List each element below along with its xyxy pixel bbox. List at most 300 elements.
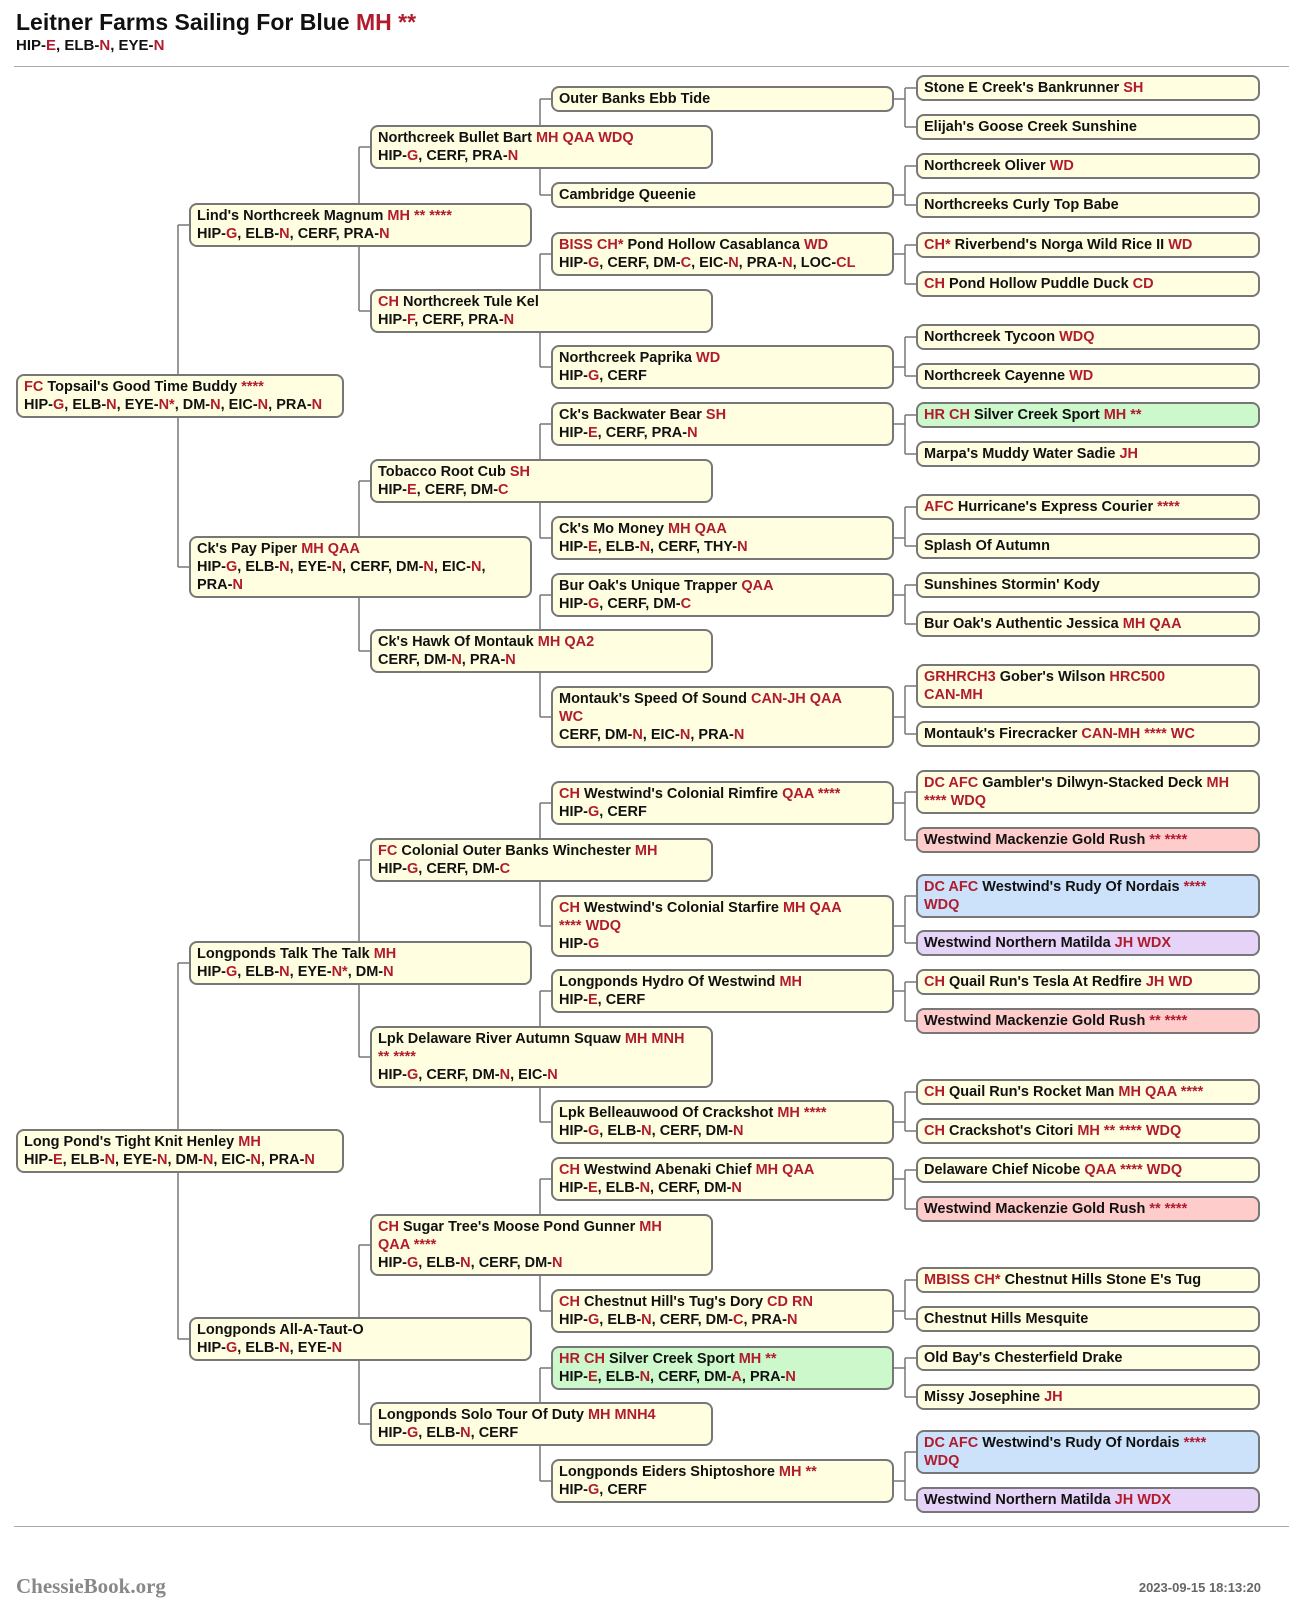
dog-name-line <box>924 831 1252 849</box>
title-text: JH <box>1044 1389 1063 1405</box>
name-text: , CERF, DM- <box>650 1180 732 1196</box>
name-text: , EYE- <box>116 397 159 413</box>
title-text: WC <box>559 709 584 725</box>
dog-card-gen3[interactable] <box>370 289 713 333</box>
dog-card-gen1[interactable] <box>16 1129 344 1173</box>
name-text: Chestnut Hill's Tug's Dory <box>583 1294 768 1310</box>
name-text: Lpk Belleauwood Of Crackshot <box>559 1105 778 1121</box>
title-text: MH QAA **** <box>1118 1084 1204 1100</box>
dog-card-gen5[interactable] <box>916 1008 1260 1034</box>
dog-card-gen5[interactable] <box>916 827 1260 853</box>
dog-detail-line <box>24 1151 336 1169</box>
title-text: N <box>552 1255 563 1271</box>
title-text: CH <box>559 786 584 802</box>
dog-card-gen5[interactable] <box>916 75 1260 101</box>
name-text: HIP- <box>559 1482 588 1498</box>
name-text: Westwind's Colonial Starfire <box>583 900 783 916</box>
name-text: Bur Oak's Unique Trapper <box>559 578 742 594</box>
dog-name-line <box>559 785 886 803</box>
dog-card-gen3[interactable] <box>370 125 713 169</box>
dog-name-line <box>197 945 524 963</box>
name-text: Chestnut Hills Stone E's Tug <box>1004 1272 1202 1288</box>
title-text: QAA **** <box>378 1237 437 1253</box>
dog-card-gen4[interactable] <box>551 516 894 560</box>
dog-name-line <box>559 520 886 538</box>
dog-card-gen5[interactable] <box>916 1487 1260 1513</box>
title-text: MH ** **** <box>387 208 452 224</box>
name-text: Chestnut Hills Mesquite <box>924 1311 1089 1327</box>
name-text: , PRA- <box>690 727 734 743</box>
title-text: CD <box>1132 276 1154 292</box>
dog-detail-line <box>559 726 886 744</box>
title-text: MH QAA <box>782 900 842 916</box>
title-text: N <box>547 1067 558 1083</box>
title-text: N <box>632 727 643 743</box>
name-text: , CERF, PRA- <box>597 425 688 441</box>
title-text: N <box>423 559 434 575</box>
title-text: E <box>53 1152 63 1168</box>
title-text: G <box>407 1067 419 1083</box>
title-text: MH QAA <box>301 541 361 557</box>
dog-name-line <box>924 668 1252 686</box>
dog-detail-line <box>559 1368 886 1386</box>
dog-card-gen4[interactable] <box>551 895 894 957</box>
name-text: Westwind Mackenzie Gold Rush <box>924 1201 1150 1217</box>
name-text: , ELB- <box>237 1340 280 1356</box>
dog-name-line <box>559 1350 886 1368</box>
title-text: N <box>728 255 739 271</box>
name-text: , ELB- <box>597 1369 640 1385</box>
title-text: E <box>588 1180 598 1196</box>
name-text: , ELB- <box>418 1255 461 1271</box>
title-text: WD <box>1168 237 1193 253</box>
title-text: WD <box>1049 158 1074 174</box>
dog-card-gen4[interactable] <box>551 686 894 748</box>
name-text: HIP- <box>197 1340 226 1356</box>
name-text: Ck's Mo Money <box>559 521 668 537</box>
name-text: Westwind Northern Matilda <box>924 1492 1115 1508</box>
dog-card-gen5[interactable] <box>916 1345 1260 1371</box>
dog-detail-line <box>559 367 886 385</box>
name-text: Westwind Abenaki Chief <box>583 1162 756 1178</box>
dog-name-line <box>924 1349 1252 1367</box>
name-text: Old Bay's Chesterfield Drake <box>924 1350 1123 1366</box>
dog-card-gen5[interactable] <box>916 402 1260 428</box>
title-text: CH <box>559 900 584 916</box>
title-text: C <box>680 255 692 271</box>
title-text: CAN-MH **** WC <box>1081 726 1195 742</box>
dog-card-gen2[interactable] <box>189 941 532 985</box>
name-text: , EIC- <box>510 1067 548 1083</box>
title-text: N <box>279 226 290 242</box>
name-text: Northcreek Paprika <box>559 350 697 366</box>
dog-name-line <box>924 1310 1252 1328</box>
name-text: Pond Hollow Puddle Duck <box>948 276 1133 292</box>
name-text: Ck's Hawk Of Montauk <box>378 634 538 650</box>
title-text: N <box>782 255 793 271</box>
dog-name-line <box>559 973 886 991</box>
title-text: N <box>679 727 691 743</box>
dog-card-gen3[interactable] <box>370 629 713 673</box>
title-text: A <box>731 1369 742 1385</box>
name-text: , EIC- <box>433 559 471 575</box>
dog-card-gen5[interactable] <box>916 494 1260 520</box>
name-text: , PRA- <box>461 652 506 668</box>
name-text: , EIC- <box>691 255 729 271</box>
dog-card-gen4[interactable] <box>551 345 894 389</box>
dog-name-line <box>924 445 1252 463</box>
title-text: G <box>588 936 600 952</box>
dog-name-line <box>378 1030 705 1048</box>
title-text: WD <box>1069 368 1094 384</box>
dog-card-gen4[interactable] <box>551 182 894 208</box>
dog-detail-line <box>378 1236 705 1254</box>
name-text: HIP- <box>559 804 588 820</box>
dog-card-gen5[interactable] <box>916 271 1260 297</box>
dog-detail-line <box>924 792 1252 810</box>
title-text: N <box>257 397 269 413</box>
name-text: , CERF <box>599 1482 647 1498</box>
dog-name-line <box>378 129 705 147</box>
title-text: E <box>588 425 598 441</box>
title-text: G <box>588 1312 600 1328</box>
dog-detail-line <box>378 481 705 499</box>
title-text: HR CH <box>559 1351 609 1367</box>
dog-detail-line <box>378 1424 705 1442</box>
title-text: E <box>588 539 598 555</box>
title-text: N <box>503 312 515 328</box>
title-text: F <box>407 312 415 328</box>
dog-detail-line <box>378 651 705 669</box>
dog-card-gen5[interactable] <box>916 324 1260 350</box>
dog-card-gen5[interactable] <box>916 611 1260 637</box>
dog-card-gen5[interactable] <box>916 153 1260 179</box>
title-text: E <box>588 992 598 1008</box>
title-text: ** **** <box>378 1049 416 1065</box>
name-text: Gambler's Dilwyn-Stacked Deck <box>982 775 1207 791</box>
name-text: HIP- <box>559 936 588 952</box>
title-text: DC AFC <box>924 775 983 791</box>
title-text: N <box>379 226 390 242</box>
name-text: HIP- <box>197 559 226 575</box>
dog-card-gen5[interactable] <box>916 1430 1260 1474</box>
name-text: HIP- <box>559 255 588 271</box>
dog-detail-line <box>559 708 886 726</box>
name-text: , PRA- <box>268 397 312 413</box>
title-text: N <box>210 397 221 413</box>
name-text: Hurricane's Express Courier <box>957 499 1158 515</box>
dog-name-line <box>559 186 886 204</box>
dog-detail-line <box>559 935 886 953</box>
dog-card-gen5[interactable] <box>916 1118 1260 1144</box>
dog-detail-line <box>197 576 524 594</box>
dog-detail-line <box>924 1452 1252 1470</box>
dog-card-gen4[interactable] <box>551 1289 894 1333</box>
dog-name-line <box>924 1083 1252 1101</box>
dog-detail-line <box>197 558 524 576</box>
title-text: CH <box>924 974 949 990</box>
title-text: G <box>407 1255 419 1271</box>
name-text: , EYE- <box>115 1152 157 1168</box>
title-text: G <box>588 1123 600 1139</box>
name-text: Longponds Talk The Talk <box>197 946 374 962</box>
name-text: , ELB- <box>597 539 640 555</box>
title-text: N <box>737 539 748 555</box>
dog-detail-line <box>559 595 886 613</box>
dog-card-gen3[interactable] <box>370 1214 713 1276</box>
dog-card-gen3[interactable] <box>370 838 713 882</box>
name-text: Longponds All-A-Taut-O <box>197 1322 364 1338</box>
title-text: MH QAA <box>1122 616 1182 632</box>
title-text: G <box>588 804 600 820</box>
name-text: HIP- <box>559 992 588 1008</box>
title-text: N* <box>158 397 175 413</box>
title-text: N <box>383 964 394 980</box>
dog-card-gen5[interactable] <box>916 192 1260 218</box>
title-text: MBISS CH* <box>924 1272 1005 1288</box>
title-text: N <box>279 559 290 575</box>
dog-card-gen4[interactable] <box>551 402 894 446</box>
title-text: N <box>104 1152 116 1168</box>
title-text: N <box>460 1255 471 1271</box>
name-text: Longponds Eiders Shiptoshore <box>559 1464 779 1480</box>
name-text: HIP- <box>559 425 588 441</box>
dog-card-gen1[interactable] <box>16 374 344 418</box>
dog-card-gen4[interactable] <box>551 1346 894 1390</box>
dog-card-gen5[interactable] <box>916 114 1260 140</box>
dog-name-line <box>559 577 886 595</box>
title-text: WD <box>696 350 721 366</box>
title-text: WDQ <box>924 1453 960 1469</box>
dog-card-gen4[interactable] <box>551 781 894 825</box>
title-text: **** <box>1157 499 1180 515</box>
title-text: CH <box>924 1123 949 1139</box>
name-text: HIP- <box>378 1425 407 1441</box>
health-test-label: HIP- <box>16 37 46 54</box>
dog-card-gen4[interactable] <box>551 86 894 112</box>
title-text: N <box>731 1180 742 1196</box>
dog-detail-line <box>378 1066 705 1084</box>
title-text: CH <box>378 294 403 310</box>
dog-name-line <box>924 367 1252 385</box>
dog-card-gen5[interactable] <box>916 1384 1260 1410</box>
dog-card-gen5[interactable] <box>916 1196 1260 1222</box>
name-text: HIP- <box>559 1369 588 1385</box>
dog-name-line <box>378 1218 705 1236</box>
title-text: CH <box>924 1084 949 1100</box>
name-text: Pond Hollow Casablanca <box>627 237 804 253</box>
dog-name-line <box>924 1388 1252 1406</box>
title-text: MH <box>779 974 803 990</box>
title-text: N <box>733 1123 744 1139</box>
dog-detail-line <box>24 396 336 414</box>
dog-card-gen5[interactable] <box>916 572 1260 598</box>
title-text: ** **** <box>1149 1013 1188 1029</box>
name-text: Westwind's Rudy Of Nordais <box>982 1435 1184 1451</box>
dog-name-line <box>559 349 886 367</box>
title-text: G <box>407 861 419 877</box>
health-test-result: E <box>46 37 57 54</box>
dog-name-line <box>197 1321 524 1339</box>
title-text: N <box>785 1369 796 1385</box>
dog-detail-line <box>559 538 886 556</box>
dog-name-line <box>924 537 1252 555</box>
dog-card-gen2[interactable] <box>189 203 532 247</box>
dog-name-line <box>559 1463 886 1481</box>
title-text: G <box>588 596 600 612</box>
site-logo[interactable]: ChessieBook.org <box>16 1574 166 1598</box>
title-text: N <box>331 1340 343 1356</box>
dog-card-gen2[interactable] <box>189 536 532 598</box>
dog-name-line <box>559 90 886 108</box>
dog-card-gen5[interactable] <box>916 1079 1260 1105</box>
title-text: N <box>279 964 290 980</box>
dog-name-line <box>924 275 1252 293</box>
name-text: HIP- <box>24 1152 53 1168</box>
name-text: , CERF, PRA- <box>418 148 508 164</box>
title-text: GRHRCH3 <box>924 669 1000 685</box>
dog-name-line <box>24 1133 336 1151</box>
dog-detail-line <box>559 424 886 442</box>
dog-detail-line <box>197 225 524 243</box>
dog-card-gen5[interactable] <box>916 441 1260 467</box>
name-text: , EYE- <box>289 964 332 980</box>
dog-name-line <box>924 973 1252 991</box>
name-text: , CERF, DM- <box>418 1067 500 1083</box>
dog-card-gen5[interactable] <box>916 721 1260 747</box>
title-text: N <box>639 539 651 555</box>
dog-name: Leitner Farms Sailing For Blue <box>16 9 350 35</box>
name-text: , CERF, DM- <box>416 482 499 498</box>
dog-card-gen4[interactable] <box>551 969 894 1013</box>
dog-detail-line <box>559 1122 886 1140</box>
dog-name-line <box>924 774 1252 792</box>
dog-card-gen5[interactable] <box>916 874 1260 918</box>
dog-name-line <box>378 293 705 311</box>
name-text: , CERF, THY- <box>650 539 738 555</box>
title-text: BISS CH* <box>559 237 628 253</box>
dog-card-gen3[interactable] <box>370 1402 713 1446</box>
dog-card-gen5[interactable] <box>916 232 1260 258</box>
title-text: **** WDQ <box>924 793 987 809</box>
name-text: , ELB- <box>597 1180 640 1196</box>
name-text: , CERF, DM- <box>650 1369 732 1385</box>
title-text: G <box>588 1482 600 1498</box>
title-text: G <box>226 559 238 575</box>
dog-card-gen4[interactable] <box>551 232 894 276</box>
title-text: AFC <box>924 499 958 515</box>
dog-name-line <box>924 1161 1252 1179</box>
title-text: G <box>588 255 600 271</box>
dog-card-gen5[interactable] <box>916 1306 1260 1332</box>
title-text: CD RN <box>767 1294 813 1310</box>
title-text: SH <box>509 464 530 480</box>
dog-name-line <box>559 1293 886 1311</box>
title-text: CL <box>836 255 856 271</box>
title-text: G <box>407 1425 419 1441</box>
title-text: MH ** <box>738 1351 777 1367</box>
dog-card-gen5[interactable] <box>916 664 1260 708</box>
title-text: N <box>331 559 343 575</box>
dog-name-line <box>559 899 886 917</box>
dog-card-gen5[interactable] <box>916 969 1260 995</box>
dog-card-gen4[interactable] <box>551 1100 894 1144</box>
name-text: CERF, DM- <box>378 652 452 668</box>
title-text: N <box>304 1152 315 1168</box>
dog-card-gen4[interactable] <box>551 1157 894 1201</box>
dog-card-gen4[interactable] <box>551 1459 894 1503</box>
dog-card-gen5[interactable] <box>916 1267 1260 1293</box>
name-text: Northcreek Tule Kel <box>402 294 539 310</box>
name-text: , CERF, DM- <box>599 255 681 271</box>
dog-card-gen3[interactable] <box>370 459 713 503</box>
dog-card-gen2[interactable] <box>189 1317 532 1361</box>
dog-detail-line <box>559 1179 886 1197</box>
name-text: , ELB- <box>418 1425 461 1441</box>
name-text: , CERF, DM- <box>599 596 681 612</box>
name-text: Northcreek Bullet Bart <box>378 130 536 146</box>
title-text: G <box>226 964 238 980</box>
name-text: Ck's Pay Piper <box>197 541 302 557</box>
dog-name-line <box>378 633 705 651</box>
dog-card-gen5[interactable] <box>916 1157 1260 1183</box>
dog-card-gen3[interactable] <box>370 1026 713 1088</box>
dog-card-gen5[interactable] <box>916 770 1260 814</box>
dog-name-line <box>924 328 1252 346</box>
dog-card-gen5[interactable] <box>916 533 1260 559</box>
name-text: , EIC- <box>213 1152 251 1168</box>
name-text: , DM- <box>167 1152 203 1168</box>
dog-card-gen5[interactable] <box>916 363 1260 389</box>
dog-card-gen4[interactable] <box>551 573 894 617</box>
name-text: Outer Banks Ebb Tide <box>559 91 711 107</box>
name-text: , CERF, DM- <box>342 559 424 575</box>
title-text: QAA **** <box>782 786 841 802</box>
dog-name-line <box>924 79 1252 97</box>
name-text: , PRA- <box>260 1152 305 1168</box>
name-text: Ck's Backwater Bear <box>559 407 706 423</box>
dog-name-line <box>924 878 1252 896</box>
name-text: , ELB- <box>237 964 280 980</box>
name-text: HIP- <box>559 1312 588 1328</box>
name-text: Lind's Northcreek Magnum <box>197 208 388 224</box>
title-text: JH WD <box>1145 974 1193 990</box>
name-text: , CERF, DM- <box>651 1123 734 1139</box>
title-text: G <box>53 397 65 413</box>
dog-name-line <box>924 406 1252 424</box>
name-text: Northcreek Cayenne <box>924 368 1070 384</box>
title-text: MH ** **** WDQ <box>1077 1123 1182 1139</box>
title-text: G <box>226 226 238 242</box>
name-text: Colonial Outer Banks Winchester <box>401 843 635 859</box>
name-text: , CERF, DM- <box>418 861 500 877</box>
health-test-result: N <box>153 37 165 54</box>
name-text: Sunshines Stormin' Kody <box>924 577 1100 593</box>
name-text: Riverbend's Norga Wild Rice II <box>954 237 1169 253</box>
title-text: ** **** <box>1149 832 1188 848</box>
dog-card-gen5[interactable] <box>916 930 1260 956</box>
name-text: , <box>481 559 486 575</box>
name-text: , CERF, DM- <box>470 1255 553 1271</box>
title-text: N <box>202 1152 214 1168</box>
title-text: N <box>641 1312 652 1328</box>
title-text: MH MNH4 <box>587 1407 656 1423</box>
title-text: HRC500 <box>1109 669 1166 685</box>
dog-name-line <box>924 1271 1252 1289</box>
title-text: DC AFC <box>924 879 983 895</box>
dog-detail-line <box>378 1048 705 1066</box>
title-text: DC AFC <box>924 1435 983 1451</box>
